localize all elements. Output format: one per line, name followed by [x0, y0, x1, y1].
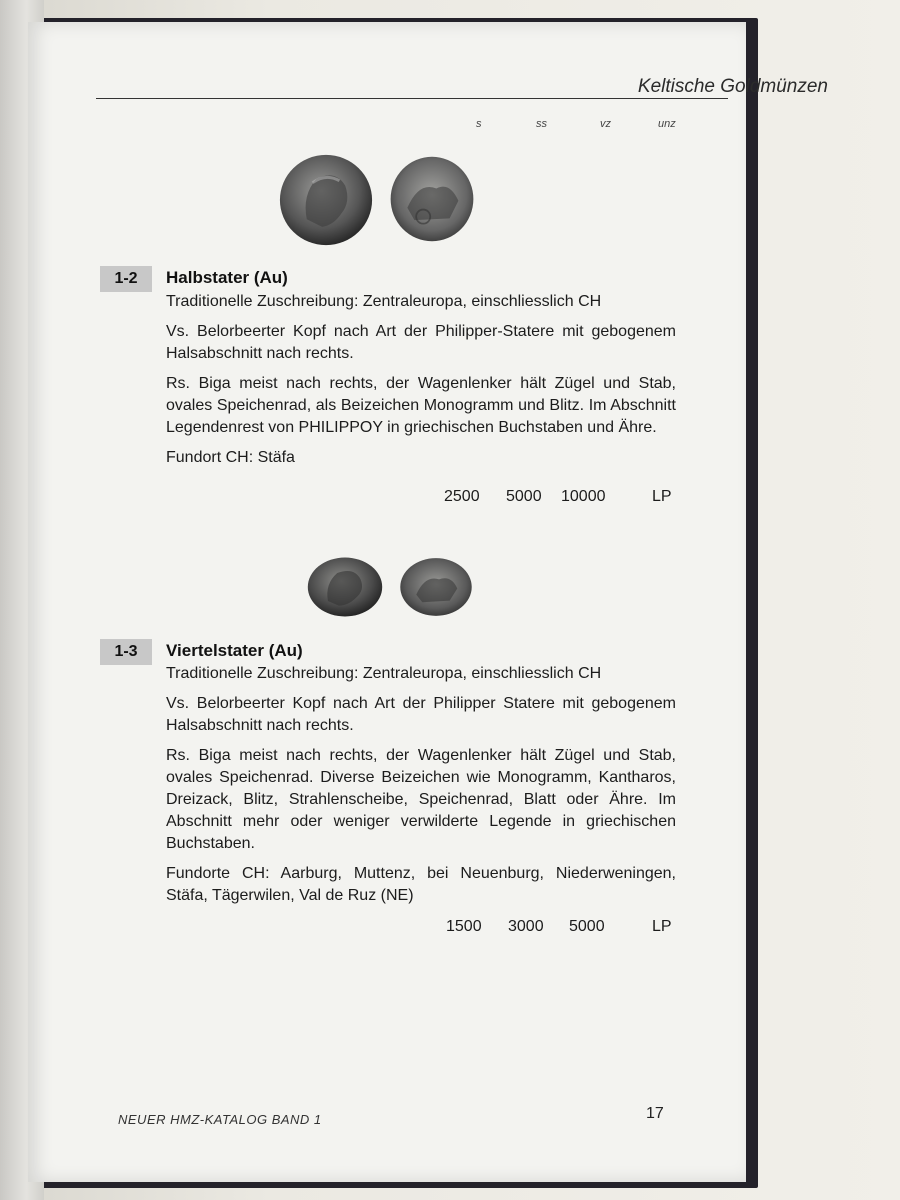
header-rule: [96, 98, 728, 99]
entry-title: Viertelstater (Au): [166, 641, 303, 660]
price-s: 1500: [446, 918, 482, 935]
coin-obverse-image: [278, 152, 374, 248]
entry-number: 1-3: [100, 639, 152, 665]
grade-unz: unz: [658, 118, 676, 130]
grade-vz: vz: [600, 118, 611, 130]
price-s: 2500: [444, 488, 480, 505]
reverse-text: Rs. Biga meist nach rechts, der Wagenlenker hält Zügel und Stab, ovales Speichenrad. Diverse Beizeichen wie Monogramm, Kantharos, Dreizack, Blitz, Strahlenscheibe, Speichenrad, Blatt oder Ähre. Im Abschnitt mehr oder weniger verwilderte Legende in griechischen Buchstaben.: [166, 747, 676, 852]
entry-description: [166, 663, 676, 915]
price-row: [440, 918, 680, 940]
biga-chariot-icon: [388, 152, 476, 246]
price-row: [440, 488, 680, 510]
price-unz: LP: [652, 918, 672, 935]
coin-reverse-image: [388, 152, 476, 246]
entry-description: [166, 291, 676, 477]
section-title: Keltische Goldmünzen: [637, 76, 828, 97]
coin-reverse-image: [398, 556, 474, 618]
laureate-head-icon: [278, 152, 374, 248]
grade-s: s: [476, 118, 482, 130]
obverse-text: Vs. Belorbeerter Kopf nach Art der Philipper Statere mit gebogenem Halsabschnitt nach rechts.: [166, 695, 676, 734]
findspot-text: Fundort CH: Stäfa: [166, 449, 295, 466]
attribution-text: Traditionelle Zuschreibung: Zentraleuropa, einschliesslich CH: [166, 665, 602, 682]
price-unz: LP: [652, 488, 672, 505]
price-vz: 10000: [561, 488, 606, 505]
attribution-text: Traditionelle Zuschreibung: Zentraleuropa, einschliesslich CH: [166, 293, 602, 310]
laureate-head-icon: [306, 556, 384, 618]
entry-number: 1-2: [100, 266, 152, 292]
biga-chariot-icon: [398, 556, 474, 618]
catalog-footer: NEUER HMZ-KATALOG BAND 1: [118, 1112, 322, 1127]
grade-header-row: [470, 118, 680, 134]
catalog-page: [28, 22, 746, 1182]
page-number: 17: [646, 1105, 664, 1122]
obverse-text: Vs. Belorbeerter Kopf nach Art der Philipper-Statere mit gebogenem Halsabschnitt nach rechts.: [166, 323, 676, 362]
coin-obverse-image: [306, 556, 384, 618]
reverse-text: Rs. Biga meist nach rechts, der Wagenlenker hält Zügel und Stab, ovales Speichenrad, als Beizeichen Monogramm und Blitz. Im Abschnitt Legendenrest von PHILIPPOY in griechischen Buchstaben und Ähre.: [166, 375, 676, 436]
grade-ss: ss: [536, 118, 547, 130]
price-ss: 3000: [508, 918, 544, 935]
price-ss: 5000: [506, 488, 542, 505]
findspot-text: Fundorte CH: Aarburg, Muttenz, bei Neuenburg, Niederweningen, Stäfa, Tägerwilen, Val de Ruz (NE): [166, 865, 676, 904]
entry-title: Halbstater (Au): [166, 268, 288, 287]
price-vz: 5000: [569, 918, 605, 935]
